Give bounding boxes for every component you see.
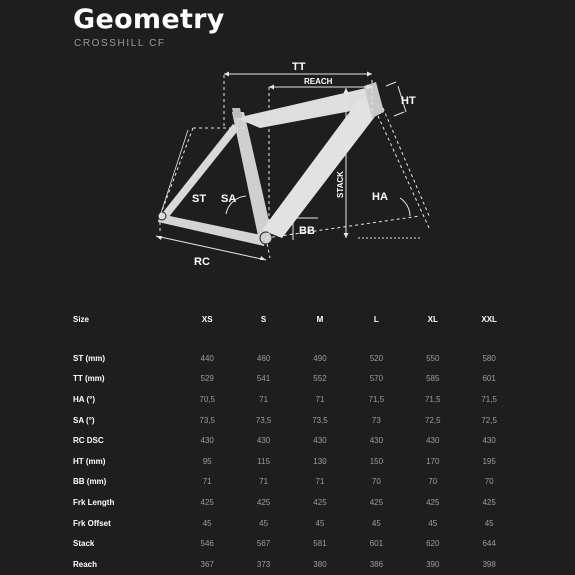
table-cell: 585 (426, 374, 440, 384)
table-cell: 71,5 (481, 394, 497, 404)
table-cell: 580 (482, 353, 496, 363)
table-cell: 601 (482, 374, 496, 384)
table-row (73, 389, 517, 410)
row-label: TT (mm) (73, 374, 105, 384)
table-cell: 550 (426, 353, 440, 363)
table-cell: 520 (369, 353, 384, 363)
table-cell: 115 (257, 456, 270, 466)
table-cell: 567 (256, 539, 271, 549)
table-cell: 45 (371, 518, 381, 528)
row-label: RC DSC (73, 436, 104, 446)
label-sa: SA (221, 193, 237, 205)
table-row (73, 348, 517, 369)
table-cell: 529 (200, 374, 214, 384)
table-cell: 71 (315, 477, 325, 487)
label-stack: STACK (336, 171, 345, 198)
table-cell: 45 (315, 518, 325, 528)
table-cell: 95 (202, 456, 212, 466)
table-cell: 71 (202, 477, 212, 487)
table-cell: 70 (371, 477, 381, 487)
row-label: Stack (73, 539, 95, 549)
table-cell: 570 (369, 374, 384, 384)
frame-silhouette (158, 82, 384, 246)
table-cell: 440 (200, 353, 214, 363)
label-rc: RC (194, 256, 210, 268)
table-spacer (73, 328, 517, 348)
table-cell: 45 (484, 518, 494, 528)
measurement-lines (156, 72, 430, 261)
table-cell: 45 (259, 518, 269, 528)
table-cell: 367 (200, 559, 214, 569)
table-cell: 430 (426, 436, 440, 446)
table-cell: 430 (256, 436, 271, 446)
table-cell: 581 (313, 539, 327, 549)
table-cell: 430 (369, 436, 384, 446)
size-s: S (260, 314, 267, 324)
table-cell: 430 (313, 436, 327, 446)
table-cell: 73,5 (312, 415, 328, 425)
size-header-row (73, 310, 517, 328)
table-cell: 70 (484, 477, 494, 487)
table-cell: 425 (426, 497, 440, 507)
row-label: HA (°) (73, 394, 96, 404)
table-cell: 71,5 (368, 394, 385, 404)
table-cell: 601 (369, 539, 384, 549)
table-cell: 45 (428, 518, 438, 528)
table-cell: 70 (428, 477, 438, 487)
table-row (73, 492, 517, 513)
size-xxl: XXL (481, 314, 497, 324)
table-row (73, 533, 517, 554)
table-cell: 71,5 (424, 394, 441, 404)
table-row (73, 451, 517, 472)
table-cell: 425 (482, 497, 496, 507)
table-cell: 386 (369, 559, 384, 569)
rear-dropout (158, 212, 166, 220)
row-label: ST (mm) (73, 353, 105, 363)
label-bb: BB (299, 225, 315, 237)
label-ht: HT (401, 95, 416, 107)
table-row (73, 554, 517, 575)
table-row (73, 513, 517, 534)
table-cell: 398 (482, 559, 496, 569)
table-cell: 380 (313, 559, 327, 569)
table-row (73, 410, 517, 431)
table-cell: 72,5 (481, 415, 497, 425)
table-cell: 425 (369, 497, 384, 507)
table-cell: 546 (200, 539, 214, 549)
table-cell: 460 (256, 353, 271, 363)
label-st: ST (192, 193, 207, 205)
row-label: Frk Length (73, 497, 115, 507)
table-cell: 425 (200, 497, 214, 507)
table-cell: 552 (313, 374, 327, 384)
table-cell: 430 (200, 436, 214, 446)
table-cell: 71 (259, 477, 269, 487)
page-title: Geometry (73, 4, 225, 35)
table-row (73, 369, 517, 390)
table-cell: 70,5 (199, 394, 215, 404)
table-cell: 541 (256, 374, 271, 384)
size-header-label: Size (73, 314, 90, 324)
row-label: BB (mm) (73, 477, 107, 487)
row-label: Frk Offset (73, 518, 111, 528)
table-cell: 430 (482, 436, 496, 446)
table-cell: 150 (369, 456, 384, 466)
table-cell: 195 (482, 456, 496, 466)
table-cell: 71 (259, 394, 269, 404)
table-cell: 71 (315, 394, 325, 404)
table-cell: 425 (256, 497, 271, 507)
table-cell: 644 (482, 539, 496, 549)
row-label: HT (mm) (73, 456, 106, 466)
label-reach: REACH (304, 77, 333, 86)
geometry-table (73, 310, 517, 575)
seat-tube (232, 112, 272, 236)
model-name: CROSSHILL CF (74, 38, 166, 49)
size-xs: XS (201, 314, 213, 324)
label-ha: HA (372, 191, 388, 203)
table-cell: 45 (202, 518, 212, 528)
table-cell: 425 (313, 497, 327, 507)
table-cell: 72,5 (424, 415, 441, 425)
table-cell: 73,5 (199, 415, 215, 425)
size-l: L (373, 314, 379, 324)
table-cell: 620 (426, 539, 440, 549)
chain-stay (158, 214, 266, 246)
size-m: M (316, 314, 324, 324)
table-cell: 373 (256, 559, 271, 569)
table-cell: 73 (371, 415, 381, 425)
label-tt: TT (292, 61, 306, 73)
table-cell: 170 (426, 456, 440, 466)
row-label: SA (°) (73, 415, 95, 425)
table-cell: 130 (313, 456, 327, 466)
table-cell: 390 (426, 559, 440, 569)
size-xl: XL (427, 314, 438, 324)
row-label: Reach (73, 559, 98, 569)
table-cell: 490 (313, 353, 327, 363)
table-row (73, 430, 517, 451)
table-cell: 73,5 (255, 415, 272, 425)
table-row (73, 472, 517, 493)
